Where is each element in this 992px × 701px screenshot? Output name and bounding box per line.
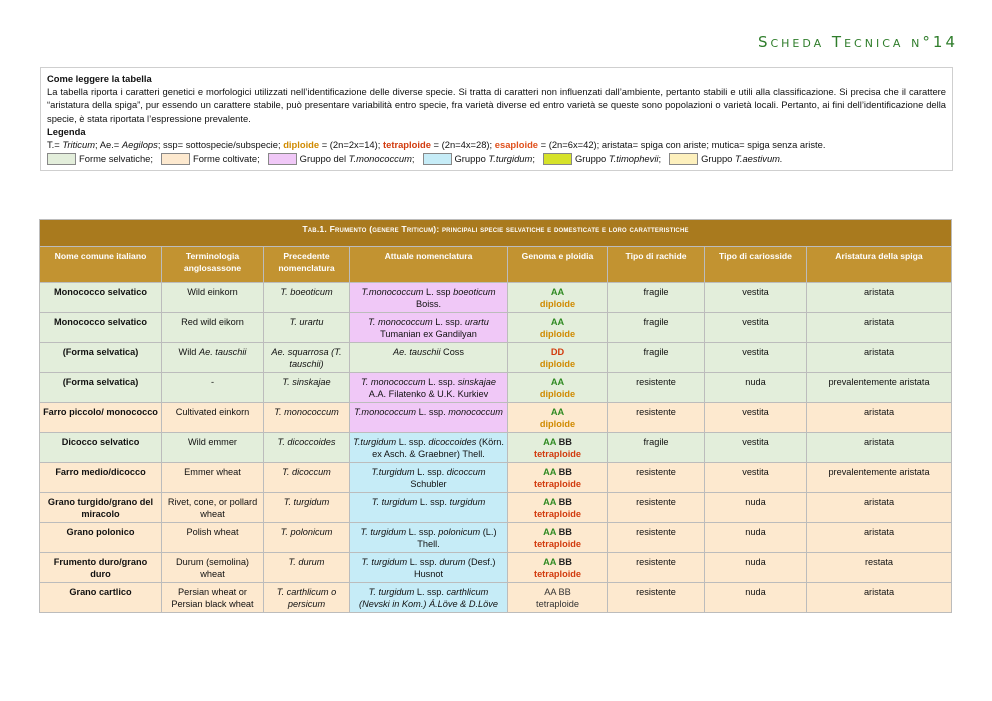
cell-previous-name: T. turgidum bbox=[264, 493, 350, 523]
column-header: Terminologia anglosassone bbox=[162, 247, 264, 283]
cell-rachis: resistente bbox=[608, 553, 705, 583]
legend-swatch bbox=[161, 153, 190, 165]
cell-caryopsis: vestita bbox=[705, 463, 807, 493]
cell-awns: aristata bbox=[807, 493, 952, 523]
cell-caryopsis: nuda bbox=[705, 523, 807, 553]
cell-english-name: Wild Ae. tauschii bbox=[162, 343, 264, 373]
cell-rachis: resistente bbox=[608, 523, 705, 553]
cell-previous-name: Ae. squarrosa (T. tauschii) bbox=[264, 343, 350, 373]
table-row bbox=[40, 583, 952, 613]
info-paragraph: La tabella riporta i caratteri genetici e morfologici utilizzati nell’identificazione delle diverse specie. Si tratta di caratteri non influenzati dall’ambiente, pertanto stabili e utili alla classificazione. Si precisa che il carattere “aristatura della spiga”, pur essendo un carattere stabile, può presentare variabilità entro specie, fra varietà diverse ed entro varietà se queste sono popolazioni o varietà locali. Pertanto, ai fini dell’identificazione della specie, è stata riportata l’espressione prevalente. bbox=[47, 86, 946, 124]
cell-previous-name: T. boeoticum bbox=[264, 283, 350, 313]
cell-english-name: Polish wheat bbox=[162, 523, 264, 553]
cell-rachis: resistente bbox=[608, 403, 705, 433]
cell-genome: DD diploide bbox=[508, 343, 608, 373]
table-row bbox=[40, 313, 952, 343]
cell-caryopsis: vestita bbox=[705, 313, 807, 343]
cell-genome: AA BB tetraploide bbox=[508, 583, 608, 613]
column-header: Genoma e ploidia bbox=[508, 247, 608, 283]
cell-english-name: Wild emmer bbox=[162, 433, 264, 463]
cell-current-name: T.turgidum L. ssp. dicoccoides (Körn. ex Asch. & Graebner) Thell. bbox=[350, 433, 508, 463]
legend-label: Forme selvatiche; bbox=[79, 153, 153, 165]
cell-awns: aristata bbox=[807, 403, 952, 433]
cell-english-name: Red wild eikorn bbox=[162, 313, 264, 343]
table-row bbox=[40, 403, 952, 433]
legend-box bbox=[40, 67, 953, 171]
cell-common-name: Dicocco selvatico bbox=[40, 433, 162, 463]
cell-caryopsis: nuda bbox=[705, 373, 807, 403]
table-header-row bbox=[40, 247, 952, 283]
cell-awns: prevalentemente aristata bbox=[807, 373, 952, 403]
cell-current-name: T.turgidum L. ssp. dicoccum Schubler bbox=[350, 463, 508, 493]
cell-previous-name: T. dicoccum bbox=[264, 463, 350, 493]
cell-previous-name: T. monococcum bbox=[264, 403, 350, 433]
column-header: Aristatura della spiga bbox=[807, 247, 952, 283]
cell-english-name: Wild einkorn bbox=[162, 283, 264, 313]
cell-current-name: T. monococcum L. ssp. sinskajae A.A. Filatenko & U.K. Kurkiev bbox=[350, 373, 508, 403]
cell-common-name: Grano cartlico bbox=[40, 583, 162, 613]
cell-common-name: Grano turgido/grano del miracolo bbox=[40, 493, 162, 523]
legend-swatch bbox=[47, 153, 76, 165]
cell-rachis: fragile bbox=[608, 433, 705, 463]
legend-label: Gruppo T.turgidum; bbox=[454, 153, 535, 165]
cell-awns: aristata bbox=[807, 523, 952, 553]
cell-genome: AA BB tetraploide bbox=[508, 553, 608, 583]
cell-current-name: T.monococcum L. ssp. monococcum bbox=[350, 403, 508, 433]
cell-common-name: Grano polonico bbox=[40, 523, 162, 553]
wheat-table bbox=[39, 219, 952, 613]
column-header: Tipo di cariosside bbox=[705, 247, 807, 283]
cell-current-name: T. turgidum L. ssp. turgidum bbox=[350, 493, 508, 523]
cell-genome: AA BB tetraploide bbox=[508, 493, 608, 523]
cell-english-name: Cultivated einkorn bbox=[162, 403, 264, 433]
cell-english-name: Emmer wheat bbox=[162, 463, 264, 493]
cell-awns: aristata bbox=[807, 283, 952, 313]
table-caption: Tab.1. Frumento (genere Triticum): principali specie selvatiche e domesticate e loro caratteristiche bbox=[40, 220, 952, 247]
cell-previous-name: T. carthlicum o persicum bbox=[264, 583, 350, 613]
cell-rachis: resistente bbox=[608, 583, 705, 613]
cell-genome: AA diploide bbox=[508, 403, 608, 433]
table-row bbox=[40, 553, 952, 583]
cell-current-name: T. turgidum L. ssp. polonicum (L.) Thell. bbox=[350, 523, 508, 553]
cell-awns: restata bbox=[807, 553, 952, 583]
cell-genome: AA diploide bbox=[508, 313, 608, 343]
cell-current-name: T. turgidum L. ssp. durum (Desf.) Husnot bbox=[350, 553, 508, 583]
column-header: Attuale nomenclatura bbox=[350, 247, 508, 283]
cell-caryopsis: vestita bbox=[705, 403, 807, 433]
column-header: Tipo di rachide bbox=[608, 247, 705, 283]
cell-caryopsis: vestita bbox=[705, 343, 807, 373]
legend-label: Gruppo T.timophevii; bbox=[574, 153, 662, 165]
cell-awns: aristata bbox=[807, 313, 952, 343]
cell-common-name: (Forma selvatica) bbox=[40, 373, 162, 403]
cell-awns: aristata bbox=[807, 433, 952, 463]
column-header: Nome comune italiano bbox=[40, 247, 162, 283]
cell-english-name: Persian wheat or Persian black wheat bbox=[162, 583, 264, 613]
table-row bbox=[40, 523, 952, 553]
table-row bbox=[40, 463, 952, 493]
legend-swatch bbox=[268, 153, 297, 165]
cell-genome: AA BB tetraploide bbox=[508, 463, 608, 493]
cell-awns: prevalentemente aristata bbox=[807, 463, 952, 493]
cell-common-name: Farro medio/dicocco bbox=[40, 463, 162, 493]
table-row bbox=[40, 373, 952, 403]
cell-previous-name: T. sinskajae bbox=[264, 373, 350, 403]
cell-awns: aristata bbox=[807, 343, 952, 373]
cell-common-name: Monococco selvatico bbox=[40, 283, 162, 313]
legend-swatch bbox=[543, 153, 572, 165]
cell-common-name: (Forma selvatica) bbox=[40, 343, 162, 373]
cell-caryopsis: nuda bbox=[705, 553, 807, 583]
cell-current-name: T. turgidum L. ssp. carthlicum (Nevski in Kom.) Á.Löve & D.Löve bbox=[350, 583, 508, 613]
cell-english-name: Durum (semolina) wheat bbox=[162, 553, 264, 583]
table-row bbox=[40, 433, 952, 463]
legend-swatches bbox=[47, 152, 946, 165]
cell-rachis: fragile bbox=[608, 283, 705, 313]
legend-swatch bbox=[669, 153, 698, 165]
cell-rachis: fragile bbox=[608, 343, 705, 373]
cell-current-name: T.monococcum L. ssp boeoticum Boiss. bbox=[350, 283, 508, 313]
cell-common-name: Frumento duro/grano duro bbox=[40, 553, 162, 583]
cell-rachis: fragile bbox=[608, 313, 705, 343]
info-heading: Come leggere la tabella bbox=[47, 73, 152, 84]
column-header: Precedente nomenclatura bbox=[264, 247, 350, 283]
cell-english-name: - bbox=[162, 373, 264, 403]
cell-previous-name: T. durum bbox=[264, 553, 350, 583]
cell-genome: AA BB tetraploide bbox=[508, 433, 608, 463]
legend-label: Forme coltivate; bbox=[192, 153, 260, 165]
cell-english-name: Rivet, cone, or pollard wheat bbox=[162, 493, 264, 523]
cell-caryopsis: nuda bbox=[705, 583, 807, 613]
cell-current-name: T. monococcum L. ssp. urartu Tumanian ex Gandilyan bbox=[350, 313, 508, 343]
cell-common-name: Monococco selvatico bbox=[40, 313, 162, 343]
cell-genome: AA diploide bbox=[508, 373, 608, 403]
table-row bbox=[40, 493, 952, 523]
cell-common-name: Farro piccolo/ monococco bbox=[40, 403, 162, 433]
page-title: Scheda Tecnica n°14 bbox=[757, 33, 958, 51]
cell-previous-name: T. polonicum bbox=[264, 523, 350, 553]
cell-caryopsis: vestita bbox=[705, 283, 807, 313]
cell-caryopsis: vestita bbox=[705, 433, 807, 463]
cell-awns: aristata bbox=[807, 583, 952, 613]
cell-previous-name: T. urartu bbox=[264, 313, 350, 343]
legend-label: Gruppo del T.monococcum; bbox=[299, 153, 415, 165]
legend-label: Gruppo T.aestivum. bbox=[701, 153, 783, 165]
cell-current-name: Ae. tauschii Coss bbox=[350, 343, 508, 373]
cell-genome: AA BB tetraploide bbox=[508, 523, 608, 553]
cell-rachis: resistente bbox=[608, 373, 705, 403]
cell-genome: AA diploide bbox=[508, 283, 608, 313]
legend-heading: Legenda bbox=[47, 125, 86, 137]
cell-rachis: resistente bbox=[608, 463, 705, 493]
legend-text: T.= Triticum; Ae.= Aegilops; ssp= sottospecie/subspecie; diploide = (2n=2x=14); tetraploide = (2n=4x=28); esaploide = (2n=6x=42); aristata= spiga con ariste; mutica= spiga senza ariste. bbox=[47, 139, 826, 151]
table-row bbox=[40, 343, 952, 373]
cell-previous-name: T. dicoccoides bbox=[264, 433, 350, 463]
table-row bbox=[40, 283, 952, 313]
legend-swatch bbox=[423, 153, 452, 165]
cell-rachis: resistente bbox=[608, 493, 705, 523]
cell-caryopsis: nuda bbox=[705, 493, 807, 523]
